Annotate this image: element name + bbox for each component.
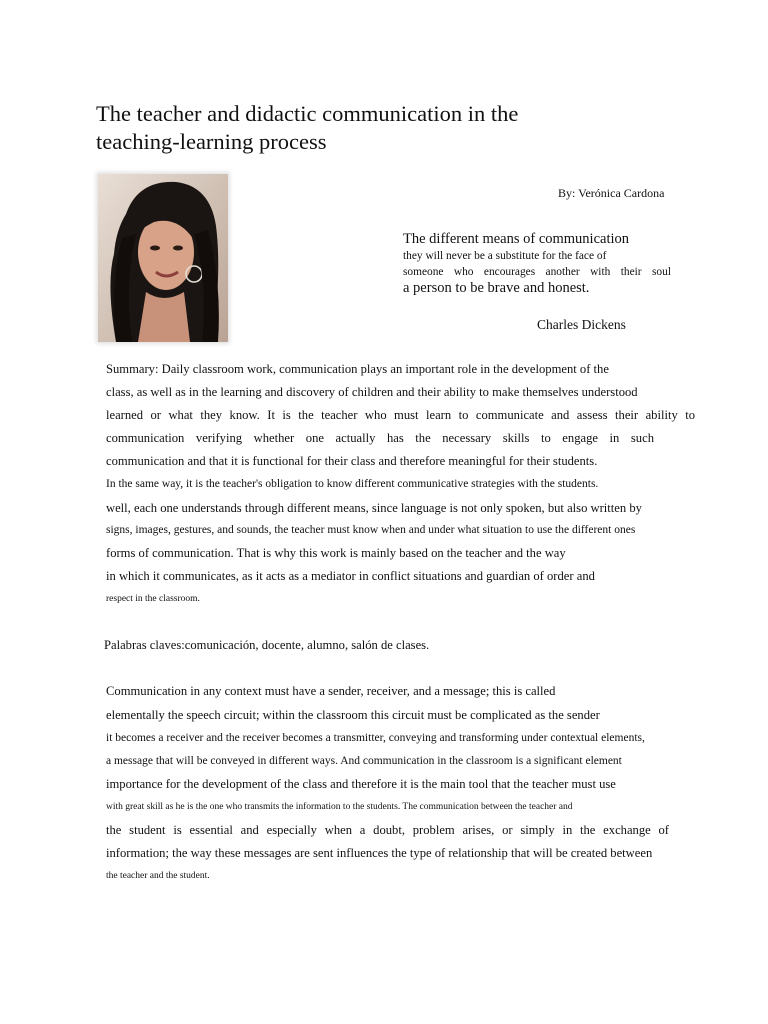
summary-line: signs, images, gestures, and sounds, the teacher must know when and under what situation to use the different ones <box>106 524 636 536</box>
summary-line: forms of communication. That is why this work is mainly based on the teacher and the way <box>106 546 566 560</box>
summary-line: Summary: Daily classroom work, communication plays an important role in the development of the <box>106 362 609 376</box>
summary-line: class, as well as in the learning and discovery of children and their ability to make themselves understood <box>106 385 638 399</box>
summary-line: communication verifying whether one actually has the necessary skills to engage in such <box>106 431 654 445</box>
document-title <box>96 100 616 156</box>
body-line: the student is essential and especially when a doubt, problem arises, or simply in the exchange of <box>106 823 669 837</box>
author-portrait-image <box>98 174 228 342</box>
keywords-line: Palabras claves:comunicación, docente, alumno, salón de clases. <box>104 638 430 652</box>
body-line: a message that will be conveyed in different ways. And communication in the classroom is a significant element <box>106 755 622 767</box>
summary-line: learned or what they know. It is the teacher who must learn to communicate and assess their ability to <box>106 408 695 422</box>
body-line: Communication in any context must have a sender, receiver, and a message; this is called <box>106 684 556 698</box>
summary-line: respect in the classroom. <box>106 594 200 604</box>
quote-line-1: The different means of communication <box>403 231 630 247</box>
title-line-2: teaching-learning process <box>96 129 327 154</box>
body-line: information; the way these messages are sent influences the type of relationship that will be created between <box>106 846 653 860</box>
body-line: with great skill as he is the one who transmits the information to the students. The communication between the teacher and <box>106 802 573 812</box>
summary-line: in which it communicates, as it acts as a mediator in conflict situations and guardian of order and <box>106 569 595 583</box>
title-line-1: The teacher and didactic communication in the <box>96 101 519 126</box>
quote-author: Charles Dickens <box>537 317 626 332</box>
summary-line: well, each one understands through different means, since language is not only spoken, but also written by <box>106 501 642 515</box>
quote-line-2: they will never be a substitute for the face of <box>403 250 607 262</box>
author-photo <box>98 174 228 342</box>
summary-line: communication and that it is functional for their class and therefore meaningful for their students. <box>106 454 598 468</box>
body-line: elementally the speech circuit; within the classroom this circuit must be complicated as the sender <box>106 708 600 722</box>
epigraph-quote <box>403 231 671 297</box>
body-line: the teacher and the student. <box>106 871 210 881</box>
quote-line-4: a person to be brave and honest. <box>403 280 590 296</box>
quote-line-3: someone who encourages another with their soul <box>403 266 671 278</box>
author-byline: By: Verónica Cardona <box>558 186 665 200</box>
summary-line: In the same way, it is the teacher's obligation to know different communicative strategies with the students. <box>106 478 599 490</box>
body-line: importance for the development of the class and therefore it is the main tool that the teacher must use <box>106 777 616 791</box>
body-line: it becomes a receiver and the receiver becomes a transmitter, conveying and transforming under contextual elements, <box>106 732 645 744</box>
